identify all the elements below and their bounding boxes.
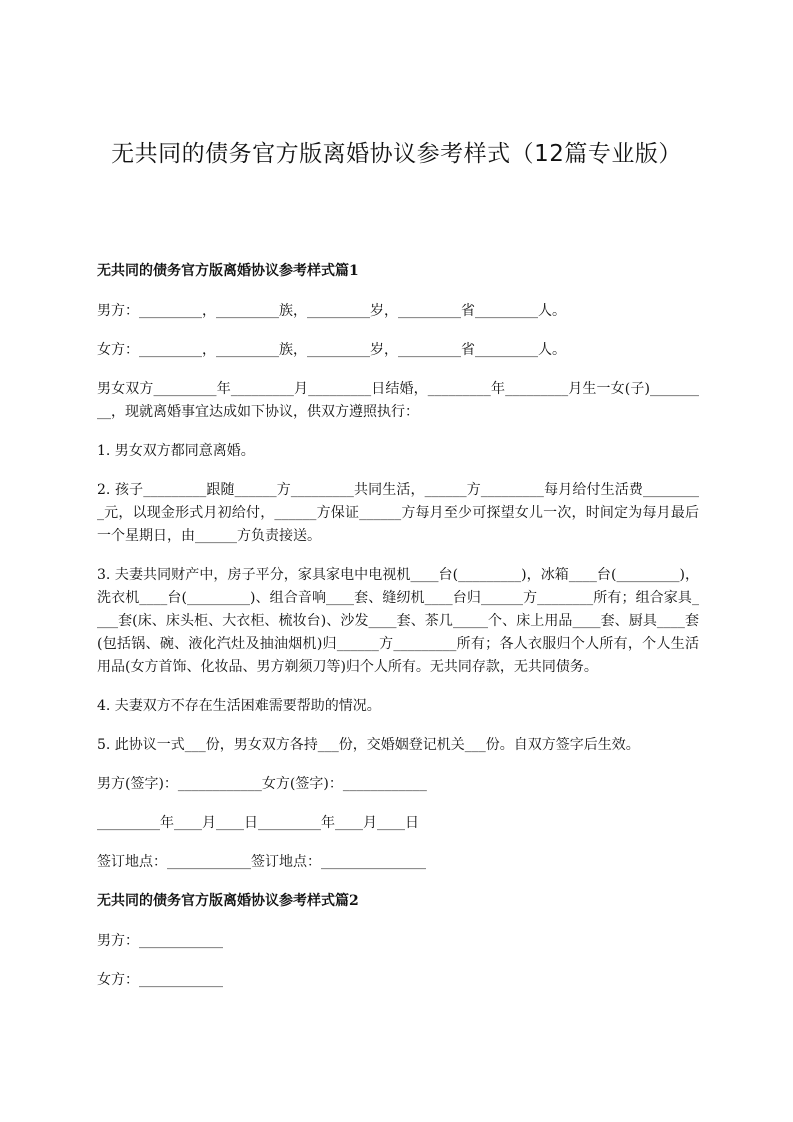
date-line: _________年____月____日_________年____月____日 (97, 815, 419, 831)
male-party-line: 男方：_________，_________族，_________岁，_________省_________人。 (97, 303, 566, 319)
section-2-female-line: 女方：____________ (97, 972, 223, 988)
section-2-heading: 无共同的债务官方版离婚协议参考样式篇2 (97, 893, 359, 909)
section-1-heading: 无共同的债务官方版离婚协议参考样式篇1 (97, 263, 359, 279)
female-party-line: 女方：_________，_________族，_________岁，_________省_________人。 (97, 342, 566, 358)
clause-4: 4. 夫妻双方不存在生活困难需要帮助的情况。 (97, 698, 381, 714)
clause-2: 2. 孩子_________跟随______方_________共同生活，______方_________每月给付生活费_________元，以现金形式月初给付，______方保证______方每月至少可探望女儿一次，时间定为每月最后一个星期日，由______方负责接送。 (97, 482, 699, 544)
clause-3: 3. 夫妻共同财产中，房子平分，家具家电中电视机____台(_________)，冰箱____台(_________)，洗衣机____台(_________)、组合音响____套、缝纫机____台归______方________所有；组合家具____套(床、床头柜、大衣柜、梳妆台)、沙发____套、茶几_____个、床上用品____套、厨具____套(包括锅、碗、液化汽灶及抽油烟机)归______方_________所有；各人衣服归个人所有，个人生活用品(女方首饰、化妆品、男方剃须刀等)归个人所有。无共同存款，无共同债务。 (97, 567, 699, 675)
clause-5: 5. 此协议一式___份，男女双方各持___份，交婚姻登记机关___份。自双方签字后生效。 (97, 737, 640, 753)
marriage-intro-paragraph: 男女双方_________年_________月_________日结婚，_________年_________月生一女(子)_________，现就离婚事宜达成如下协议，供双方遵照执行： (97, 381, 699, 420)
section-2-male-line: 男方：____________ (97, 933, 223, 949)
document-body (97, 260, 699, 1008)
signature-line: 男方(签字)：____________女方(签字)：____________ (97, 776, 427, 792)
clause-1: 1. 男女双方都同意离婚。 (97, 443, 255, 459)
signing-place-line: 签订地点：____________签订地点：_______________ (97, 854, 426, 870)
document-title: 无共同的债务官方版离婚协议参考样式（12篇专业版） (111, 141, 682, 167)
